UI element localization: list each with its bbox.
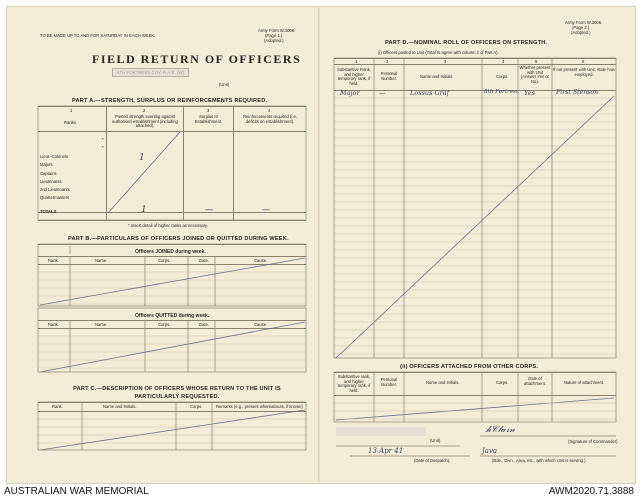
part-d-col-2: 2: [386, 59, 389, 64]
part-d-col-5: 5: [535, 59, 538, 64]
attached-col-rank: Substantive rank, and higher temporary rank, if held.: [337, 374, 371, 393]
part-a-footnote: * Insert detail of higher ranks as necessary.: [128, 223, 208, 228]
part-d-header-name: Name and Initials.: [420, 74, 454, 79]
rank-captains: Captains: [40, 170, 57, 176]
part-d-header-number: Personal Number.: [380, 71, 398, 81]
part-d-col-6: 6: [582, 59, 585, 64]
part-a-header-reinforcements: Reinforcements required (i.e. deficits on establishment).: [243, 114, 297, 124]
captains-posted-value: 1: [139, 153, 145, 163]
location-written: Java: [482, 447, 498, 455]
part-a-col-3: 3: [207, 108, 210, 113]
part-a-header-posted: Posted strength exerting against authorised establishment (including attached).: [112, 114, 178, 129]
part-a-header-ranks: Ranks.: [64, 120, 78, 125]
part-d-heading: PART D.—NOMINAL ROLL OF OFFICERS ON STRENGTH.: [385, 40, 548, 46]
rank-majors: Majors: [40, 162, 53, 168]
right-rulings: [334, 98, 616, 419]
part-b-heading: PART B.—PARTICULARS OF OFFICERS JOINED OR QUITTED DURING WEEK.: [68, 236, 289, 242]
part-d-subheading: (i) Officers posted to Unit (Total to agree with column 2 of Part A).: [378, 50, 499, 55]
quitted-col-name: Name.: [95, 322, 108, 327]
rank-2nd-lieutenants: 2nd Lieutenants: [40, 187, 70, 193]
right-army-form-number: Army Form W.3006.: [565, 20, 603, 25]
unit-stamp: 8TH FORTRESS COY. R.A.E. (W): [112, 68, 189, 77]
footer-credit: AUSTRALIAN WAR MEMORIAL: [4, 486, 149, 497]
part-d-col-4: 4: [502, 59, 505, 64]
attached-col-corps: Corps.: [496, 380, 509, 385]
entry-name: Lossus Graf: [410, 89, 450, 97]
left-outer-lines: [38, 106, 306, 450]
part-c-col-name: Name and Initials.: [103, 404, 137, 409]
part-a-heading: PART A.—STRENGTH, SURPLUS OR REINFORCEMENTS REQUIRED.: [72, 98, 268, 104]
strike-lines: [40, 96, 614, 450]
right-adopted-note: (Adopted.): [571, 30, 591, 35]
entry-employed: First Stenson: [556, 89, 599, 96]
rank-lieutenants: Lieutenants: [40, 178, 62, 184]
part-a-header-surplus: Surplus to Establishment.: [194, 114, 223, 124]
unit-label: (Unit): [219, 82, 230, 87]
joined-col-rank: Rank.: [48, 258, 59, 263]
attached-col-number: Personal Number.: [380, 377, 398, 387]
joined-col-name: Name.: [95, 258, 108, 263]
part-a-col-4: 4: [268, 108, 271, 113]
right-unit-label: (Unit).: [430, 438, 442, 443]
joined-col-cause: Cause.: [254, 258, 268, 263]
quitted-col-cause: Cause.: [254, 322, 268, 327]
page-number: (Page 1.): [265, 33, 283, 38]
part-d-col-1: 1: [355, 59, 358, 64]
part-c-col-rank: Rank.: [52, 404, 63, 409]
attached-col-name: Name and Initials.: [426, 380, 460, 385]
location-label: (Bde., Divn., Area, etc., with which Unit is serving.): [492, 458, 586, 463]
asterisk-1: *: [102, 137, 104, 142]
part-d-col-3: 3: [444, 59, 447, 64]
quitted-col-corps: Corps.: [158, 322, 171, 327]
totals-surplus-value: —: [205, 205, 213, 214]
quitted-title: Officers QUITTED during week.: [135, 313, 210, 319]
part-c-col-remarks: Remarks (e.g., present whereabouts, if known): [216, 404, 303, 409]
part-d-header-rank: Substantive Rank, and higher temporary rank, if held.: [337, 67, 371, 86]
army-form-number: Army Form W.3006.: [258, 28, 296, 33]
joined-col-corps: Corps.: [158, 258, 171, 263]
attached-col-nature: Nature of attachment.: [563, 380, 605, 385]
totals-posted-value: 1: [141, 205, 147, 215]
quitted-col-rank: Rank.: [48, 322, 59, 327]
part-d-header-corps: Corps.: [496, 74, 509, 79]
quitted-col-date: Date.: [199, 322, 210, 327]
footer-accession-number: AWM2020.71.3888: [548, 486, 634, 497]
despatch-date-label: (Date of Despatch).: [414, 458, 451, 463]
left-rulings: [38, 272, 306, 443]
part-a-col-2: 2: [143, 108, 146, 113]
asterisk-2: *: [102, 145, 104, 150]
rank-quartermasters: Quartermasters: [40, 195, 70, 201]
entry-corps: 8th Fortress: [484, 89, 519, 95]
attached-heading: (ii) OFFICERS ATTACHED FROM OTHER CORPS.: [400, 364, 539, 370]
entry-rank: Major: [340, 89, 360, 97]
page-title: FIELD RETURN OF OFFICERS: [92, 52, 302, 66]
adopted-note: (Adopted.): [264, 38, 284, 43]
rank-lieut-colonels: Lieut.-Colonels: [40, 154, 68, 159]
despatch-date: 13 Apr 41: [368, 447, 404, 455]
totals-reinforcements-value: —: [262, 205, 270, 214]
top-note: TO BE MADE UP TO AND FOR SATURDAY IN EACH WEEK.: [40, 33, 156, 38]
part-d-header-present: Whether present with Unit (Answer Yes or No).: [519, 65, 551, 84]
commander-signature: 𝒽𝒞𝓁𝒶𝓇𝓃: [486, 425, 515, 435]
right-page-number: (Page 2.): [572, 25, 590, 30]
part-c-heading: PART C.—DESCRIPTION OF OFFICERS WHOSE RETURN TO THE UNIT IS PARTICULARLY REQUESTED.: [73, 386, 281, 400]
part-c-col-corps: Corps.: [190, 404, 203, 409]
right-column-lines: [334, 58, 616, 456]
entry-present: Yes: [524, 89, 535, 97]
attached-col-date: Date of attachment.: [524, 376, 546, 386]
totals-label: TOTALS: [40, 209, 57, 214]
joined-title: Officers JOINED during week.: [135, 249, 206, 255]
joined-col-date: Date.: [199, 258, 210, 263]
signature-label: (Signature of Commander): [568, 439, 618, 444]
part-a-col-1: 1: [70, 108, 73, 113]
entry-number: —: [379, 89, 386, 97]
part-d-header-employed: If not present with Unit, state how employed.: [553, 67, 615, 77]
